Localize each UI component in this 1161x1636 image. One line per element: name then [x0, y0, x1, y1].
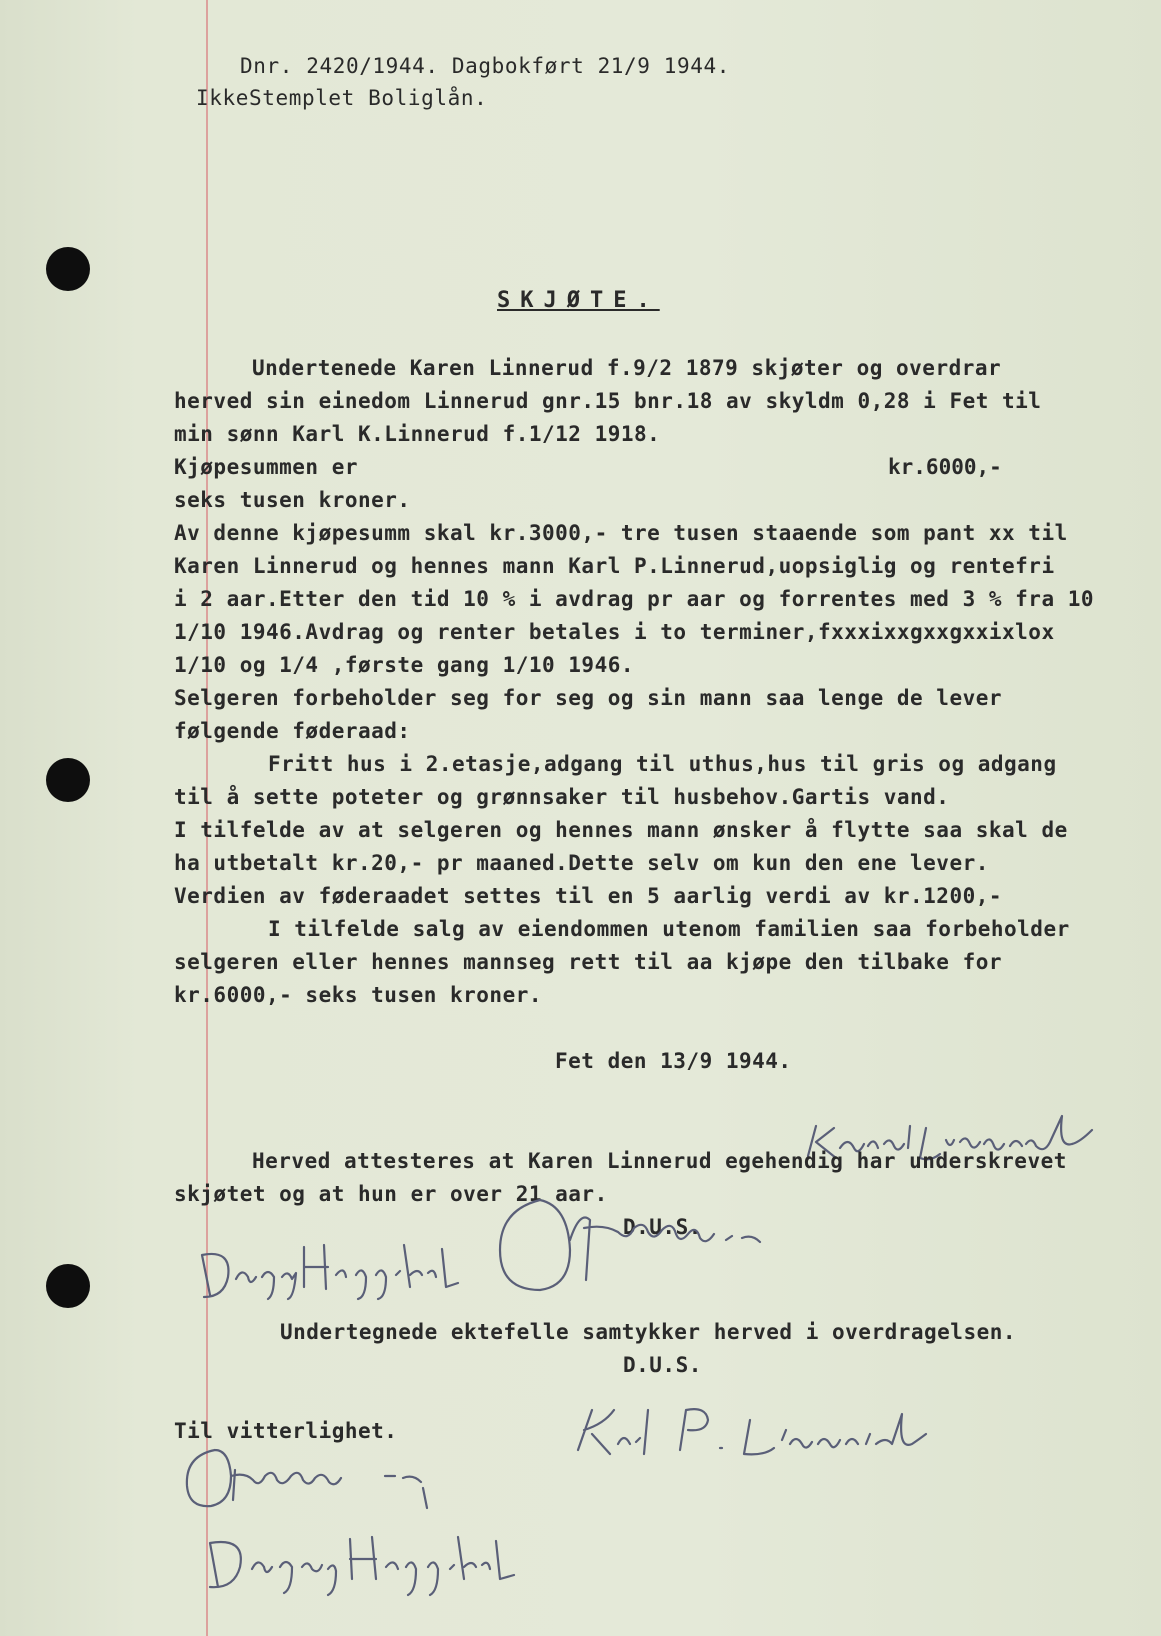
- header-stamp-line: IkkeStemplet Boliglån.: [196, 86, 488, 110]
- document-title: SKJØTE.: [497, 288, 660, 313]
- header-registry-line: Dnr. 2420/1944. Dagbokført 21/9 1944.: [240, 54, 730, 78]
- husband-signature: [570, 1400, 950, 1470]
- witness-signature-dagny: [196, 1235, 496, 1305]
- witness-signature-ottersen: [480, 1180, 810, 1300]
- body-line: følgende føderaad:: [174, 719, 411, 743]
- punch-hole-middle: [46, 758, 90, 802]
- body-line: kr.6000,- seks tusen kroner.: [174, 983, 543, 1007]
- body-line: Undertenede Karen Linnerud f.9/2 1879 skjøter og overdrar: [252, 356, 1002, 380]
- witness-label: Til vitterlighet.: [174, 1419, 398, 1443]
- price-words: seks tusen kroner.: [174, 488, 411, 512]
- body-line: til å sette poteter og grønnsaker til husbehov.Gartis vand.: [174, 785, 950, 809]
- attestation-dus: D.U.S.: [623, 1215, 702, 1239]
- place-date: Fet den 13/9 1944.: [555, 1049, 792, 1073]
- witness-signature-dagny-2: [200, 1525, 560, 1605]
- price-amount: kr.6000,-: [888, 455, 1002, 479]
- body-line: Av denne kjøpesumm skal kr.3000,- tre tusen staaende som pant xx til: [174, 521, 1068, 545]
- body-line: i 2 aar.Etter den tid 10 % i avdrag pr aar og forrentes med 3 % fra 10: [174, 587, 1095, 611]
- body-line: Selgeren forbeholder seg for seg og sin mann saa lenge de lever: [174, 686, 1003, 710]
- punch-hole-bottom: [46, 1264, 90, 1308]
- attestation-line: Herved attesteres at Karen Linnerud egehendig har underskrevet: [252, 1149, 1067, 1173]
- consent-line: Undertegnede ektefelle samtykker herved i overdragelsen.: [280, 1320, 1017, 1344]
- body-line: Karen Linnerud og hennes mann Karl P.Linnerud,uopsiglig og rentefri: [174, 554, 1055, 578]
- attestation-line: skjøtet og at hun er over 21 aar.: [174, 1182, 608, 1206]
- punch-hole-top: [46, 247, 90, 291]
- body-line: Verdien av føderaadet settes til en 5 aarlig verdi av kr.1200,-: [174, 884, 1003, 908]
- price-label: Kjøpesummen er: [174, 455, 359, 479]
- witness-signature-ottersen-2: [175, 1440, 475, 1510]
- body-line: Fritt hus i 2.etasje,adgang til uthus,hus til gris og adgang: [268, 752, 1057, 776]
- body-line: 1/10 1946.Avdrag og renter betales i to terminer,fxxxixxgxxgxxixlox: [174, 620, 1055, 644]
- body-line: I tilfelde salg av eiendommen utenom familien saa forbeholder: [268, 917, 1070, 941]
- body-line: selgeren eller hennes mannseg rett til aa kjøpe den tilbake for: [174, 950, 1003, 974]
- body-line: ha utbetalt kr.20,- pr maaned.Dette selv om kun den ene lever.: [174, 851, 989, 875]
- body-line: min sønn Karl K.Linnerud f.1/12 1918.: [174, 422, 661, 446]
- consent-dus: D.U.S.: [623, 1353, 702, 1377]
- body-line: I tilfelde av at selgeren og hennes mann ønsker å flytte saa skal de: [174, 818, 1068, 842]
- body-line: 1/10 og 1/4 ,første gang 1/10 1946.: [174, 653, 635, 677]
- body-line: herved sin einedom Linnerud gnr.15 bnr.18 av skyldm 0,28 i Fet til: [174, 389, 1042, 413]
